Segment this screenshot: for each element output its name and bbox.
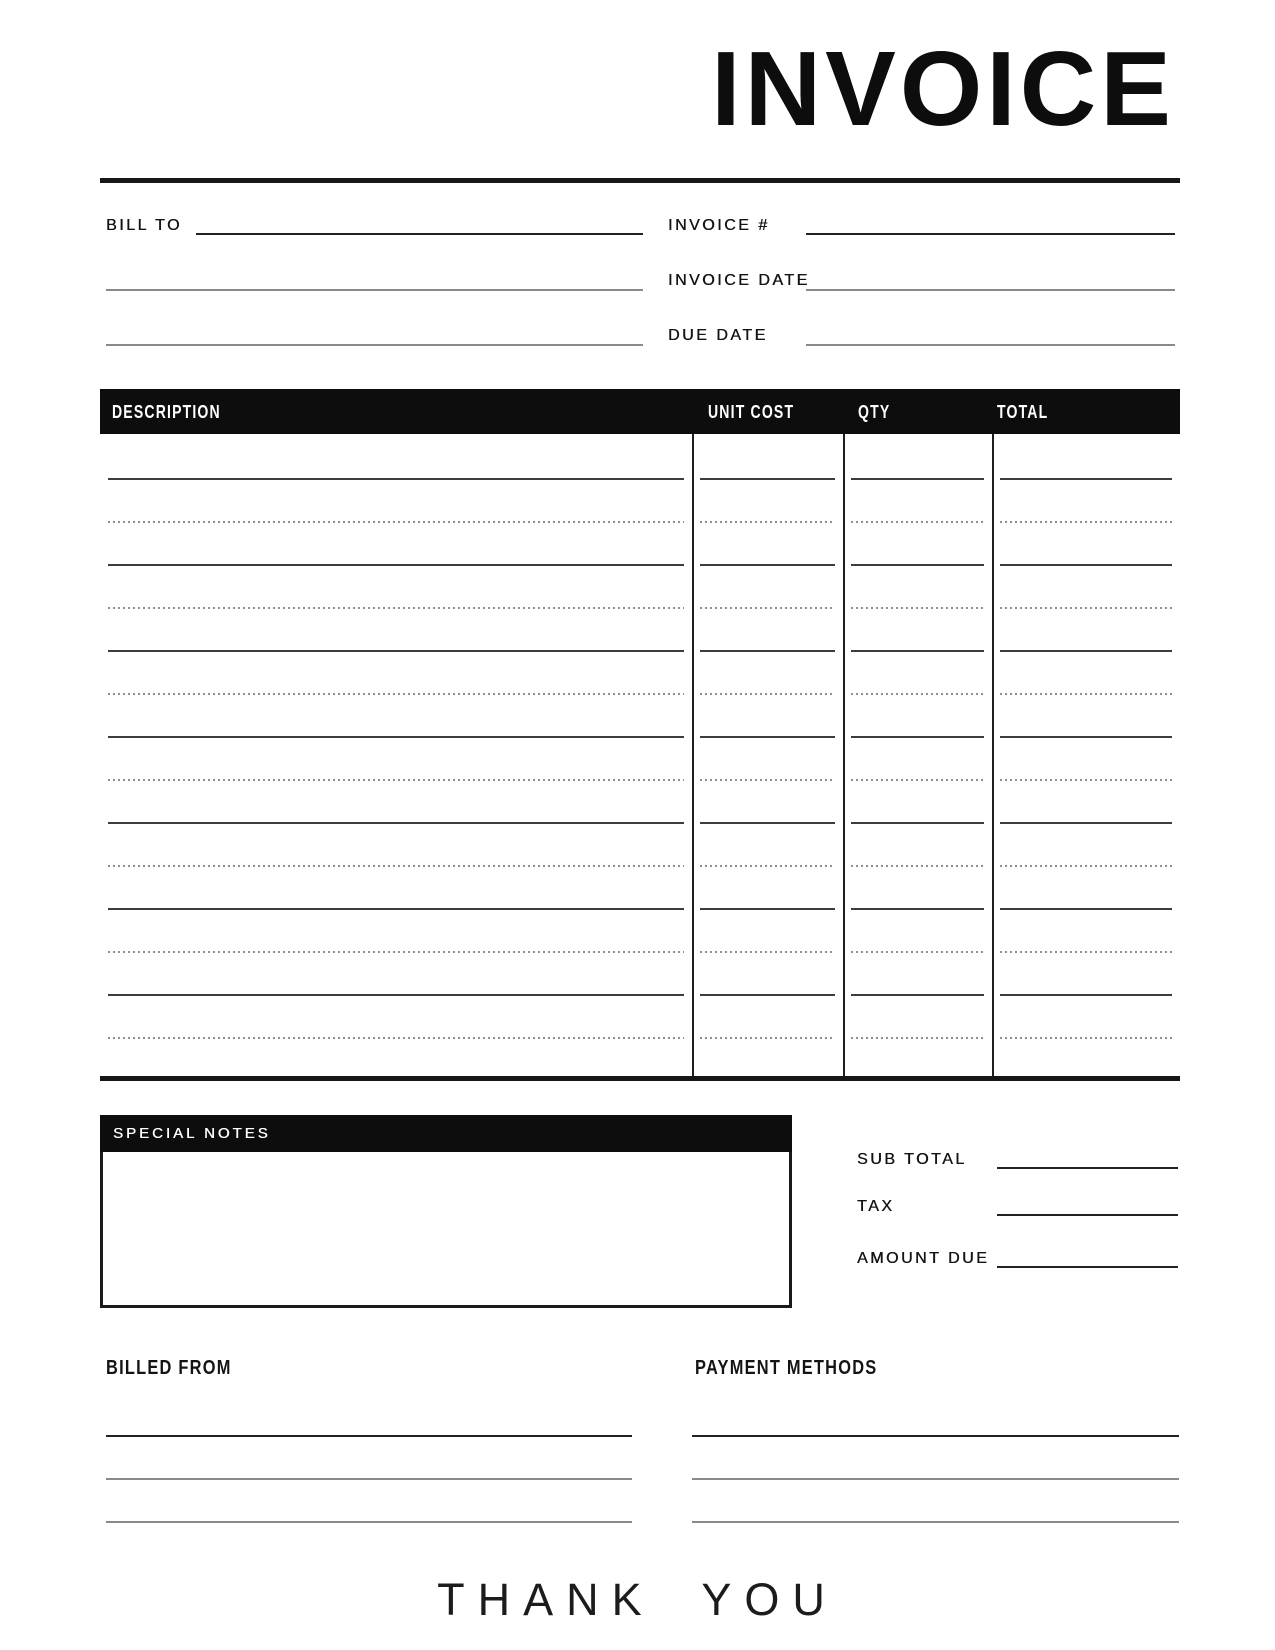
column-divider-2 bbox=[843, 434, 845, 1076]
special-notes-header bbox=[100, 1115, 792, 1152]
payment-methods-line-2[interactable] bbox=[692, 1478, 1179, 1480]
sub-total-line[interactable] bbox=[997, 1167, 1178, 1169]
item-cell-line-r2-c3[interactable] bbox=[851, 521, 984, 523]
item-cell-line-r11-c4[interactable] bbox=[1000, 908, 1172, 910]
item-cell-line-r12-c2[interactable] bbox=[700, 951, 835, 953]
item-cell-line-r4-c3[interactable] bbox=[851, 607, 984, 609]
item-cell-line-r4-c2[interactable] bbox=[700, 607, 835, 609]
bill-to-label: BILL TO bbox=[106, 217, 182, 234]
item-cell-line-r13-c4[interactable] bbox=[1000, 994, 1172, 996]
item-cell-line-r13-c3[interactable] bbox=[851, 994, 984, 996]
payment-methods-line-1[interactable] bbox=[692, 1435, 1179, 1437]
table-bottom-divider bbox=[100, 1076, 1180, 1081]
item-cell-line-r10-c4[interactable] bbox=[1000, 865, 1172, 867]
sub-total-label: SUB TOTAL bbox=[857, 1151, 967, 1168]
item-cell-line-r14-c1[interactable] bbox=[108, 1037, 684, 1039]
item-cell-line-r10-c2[interactable] bbox=[700, 865, 835, 867]
item-cell-line-r13-c1[interactable] bbox=[108, 994, 684, 996]
column-divider-1 bbox=[692, 434, 694, 1076]
item-cell-line-r5-c3[interactable] bbox=[851, 650, 984, 652]
billed-from-label: BILLED FROM bbox=[106, 1357, 232, 1379]
header-divider bbox=[100, 178, 1180, 183]
tax-line[interactable] bbox=[997, 1214, 1178, 1216]
column-header-unit-cost: UNIT COST bbox=[708, 402, 795, 422]
item-cell-line-r1-c2[interactable] bbox=[700, 478, 835, 480]
item-cell-line-r11-c1[interactable] bbox=[108, 908, 684, 910]
bill-to-line-3[interactable] bbox=[106, 344, 643, 346]
item-cell-line-r3-c3[interactable] bbox=[851, 564, 984, 566]
item-cell-line-r5-c1[interactable] bbox=[108, 650, 684, 652]
column-header-description: DESCRIPTION bbox=[112, 402, 221, 422]
item-cell-line-r8-c3[interactable] bbox=[851, 779, 984, 781]
item-cell-line-r1-c4[interactable] bbox=[1000, 478, 1172, 480]
bill-to-line-1[interactable] bbox=[196, 233, 643, 235]
item-cell-line-r14-c4[interactable] bbox=[1000, 1037, 1172, 1039]
item-cell-line-r12-c3[interactable] bbox=[851, 951, 984, 953]
item-cell-line-r7-c2[interactable] bbox=[700, 736, 835, 738]
item-cell-line-r10-c3[interactable] bbox=[851, 865, 984, 867]
due-date-label: DUE DATE bbox=[668, 327, 768, 344]
item-cell-line-r6-c2[interactable] bbox=[700, 693, 835, 695]
item-cell-line-r3-c2[interactable] bbox=[700, 564, 835, 566]
column-header-total: TOTAL bbox=[997, 402, 1049, 422]
item-cell-line-r9-c4[interactable] bbox=[1000, 822, 1172, 824]
item-cell-line-r13-c2[interactable] bbox=[700, 994, 835, 996]
due-date-line[interactable] bbox=[806, 344, 1175, 346]
item-cell-line-r10-c1[interactable] bbox=[108, 865, 684, 867]
special-notes-box[interactable] bbox=[100, 1152, 792, 1308]
items-table-header bbox=[100, 389, 1180, 434]
column-header-qty: QTY bbox=[858, 402, 891, 422]
item-cell-line-r6-c4[interactable] bbox=[1000, 693, 1172, 695]
bill-to-line-2[interactable] bbox=[106, 289, 643, 291]
item-cell-line-r3-c4[interactable] bbox=[1000, 564, 1172, 566]
items-table-body bbox=[100, 434, 1180, 1076]
amount-due-label: AMOUNT DUE bbox=[857, 1250, 990, 1267]
special-notes-label: SPECIAL NOTES bbox=[113, 1125, 271, 1142]
item-cell-line-r8-c2[interactable] bbox=[700, 779, 835, 781]
item-cell-line-r11-c3[interactable] bbox=[851, 908, 984, 910]
item-cell-line-r9-c2[interactable] bbox=[700, 822, 835, 824]
item-cell-line-r14-c3[interactable] bbox=[851, 1037, 984, 1039]
invoice-number-label: INVOICE # bbox=[668, 217, 770, 234]
column-divider-3 bbox=[992, 434, 994, 1076]
item-cell-line-r12-c1[interactable] bbox=[108, 951, 684, 953]
item-cell-line-r4-c4[interactable] bbox=[1000, 607, 1172, 609]
amount-due-line[interactable] bbox=[997, 1266, 1178, 1268]
item-cell-line-r8-c1[interactable] bbox=[108, 779, 684, 781]
thank-you-text: THANK YOU bbox=[437, 1574, 838, 1625]
item-cell-line-r7-c4[interactable] bbox=[1000, 736, 1172, 738]
item-cell-line-r9-c3[interactable] bbox=[851, 822, 984, 824]
billed-from-line-3[interactable] bbox=[106, 1521, 632, 1523]
invoice-date-label: INVOICE DATE bbox=[668, 272, 810, 289]
tax-label: TAX bbox=[857, 1198, 895, 1215]
item-cell-line-r2-c4[interactable] bbox=[1000, 521, 1172, 523]
item-cell-line-r9-c1[interactable] bbox=[108, 822, 684, 824]
item-cell-line-r1-c1[interactable] bbox=[108, 478, 684, 480]
billed-from-line-2[interactable] bbox=[106, 1478, 632, 1480]
item-cell-line-r12-c4[interactable] bbox=[1000, 951, 1172, 953]
page-title: INVOICE bbox=[711, 30, 1175, 148]
item-cell-line-r2-c1[interactable] bbox=[108, 521, 684, 523]
item-cell-line-r5-c4[interactable] bbox=[1000, 650, 1172, 652]
billed-from-line-1[interactable] bbox=[106, 1435, 632, 1437]
invoice-number-line[interactable] bbox=[806, 233, 1175, 235]
item-cell-line-r4-c1[interactable] bbox=[108, 607, 684, 609]
item-cell-line-r1-c3[interactable] bbox=[851, 478, 984, 480]
item-cell-line-r7-c1[interactable] bbox=[108, 736, 684, 738]
item-cell-line-r2-c2[interactable] bbox=[700, 521, 835, 523]
item-cell-line-r11-c2[interactable] bbox=[700, 908, 835, 910]
invoice-date-line[interactable] bbox=[806, 289, 1175, 291]
item-cell-line-r14-c2[interactable] bbox=[700, 1037, 835, 1039]
payment-methods-label: PAYMENT METHODS bbox=[695, 1357, 878, 1379]
item-cell-line-r6-c1[interactable] bbox=[108, 693, 684, 695]
item-cell-line-r7-c3[interactable] bbox=[851, 736, 984, 738]
item-cell-line-r3-c1[interactable] bbox=[108, 564, 684, 566]
item-cell-line-r6-c3[interactable] bbox=[851, 693, 984, 695]
item-cell-line-r8-c4[interactable] bbox=[1000, 779, 1172, 781]
payment-methods-line-3[interactable] bbox=[692, 1521, 1179, 1523]
item-cell-line-r5-c2[interactable] bbox=[700, 650, 835, 652]
